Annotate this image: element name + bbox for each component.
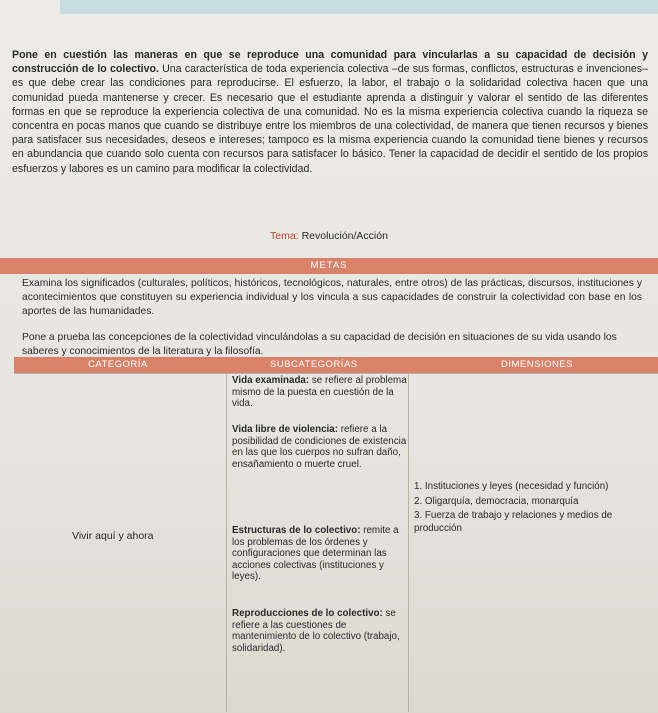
subcategory-text: se refiere al problema mismo de la puesta en cuestión de la vida.	[232, 375, 407, 410]
category-cell: Vivir aquí y ahora	[72, 530, 154, 542]
tema-value: Revolución/Acción	[301, 230, 388, 242]
subcategory-title: Vida libre de violencia:	[232, 424, 338, 435]
header-dimensions: DIMENSIONES	[501, 359, 574, 370]
subcategory-item	[232, 424, 408, 470]
subcategory-item	[232, 608, 408, 654]
tema-line	[0, 230, 658, 242]
subcategory-title: Estructuras de lo colectivo:	[232, 525, 361, 536]
dimension-item: 3. Fuerza de trabajo y relaciones y medios de producción	[414, 510, 613, 534]
subcategory-item	[232, 375, 408, 410]
intro-paragraph	[12, 48, 648, 176]
subcategory-text: remite a los problemas de los órdenes y configuraciones que determinan las acciones colectivas (instituciones y leyes).	[232, 525, 399, 583]
meta-item-1: Examina los significados (culturales, políticos, históricos, tecnológicos, naturales, entre otros) de las prácticas, discursos, instituciones y acontecimientos que constituyen su experiencia individual y los vincula a sus capacidades de construir la colectividad con base en los aportes de las humanidades.	[22, 278, 642, 317]
header-subcategories: SUBCATEGORÍAS	[270, 359, 358, 370]
subcategory-item	[232, 525, 408, 583]
subcategory-text: refiere a la posibilidad de condiciones de existencia en las que los cuerpos no sufran daño, ensañamiento o muerte cruel.	[232, 424, 407, 470]
subcategory-title: Reproducciones de lo colectivo:	[232, 608, 383, 619]
meta-item-2: Pone a prueba las concepciones de la colectividad vinculándolas a su capacidad de decisión en situaciones de su vida usando los saberes y conocimientos de la literatura y la filosofía.	[22, 332, 617, 357]
header-category: CATEGORÍA	[88, 359, 148, 370]
table-header-row	[14, 357, 658, 373]
tema-label: Tema:	[270, 230, 299, 242]
dimensions-cell	[414, 481, 650, 537]
subcategory-text: se refiere a las cuestiones de mantenimiento de lo colectivo (trabajo, solidaridad).	[232, 608, 400, 654]
dimension-item: 1. Instituciones y leyes (necesidad y función)	[414, 481, 609, 492]
column-divider-2	[408, 373, 409, 712]
intro-body-text: Una característica de toda experiencia colectiva –de sus formas, conflictos, estructuras e invenciones– es que debe crear las condiciones para reproducirse. El esfuerzo, la labor, el trabajo o la solidaridad colectiva hacen que una comunidad pueda mantenerse y crecer. Es necesario que el estudiante aprenda a distinguir y valorar el sentido de las diferentes formas en que se reproduce la experiencia colectiva de una comunidad. No es la misma experiencia colectiva cuando la riqueza se concentra en pocas manos que cuando se distribuye entre los miembros de una colectividad, de manera que tienen recursos y bienes para satisfacer sus necesidades, deseos e intereses; tampoco es la misma experiencia cuando la comunidad tiene bienes y recursos en abundancia que cuando solo cuenta con recursos para satisfacer lo básico. Tener la capacidad de decidir el sentido de los propios esfuerzos y labores es un camino para modificar la colectividad.	[12, 63, 648, 175]
metas-header: METAS	[0, 258, 658, 274]
column-divider-1	[226, 373, 227, 712]
dimension-item: 2. Oligarquía, democracia, monarquía	[414, 495, 579, 507]
intro-bold-statement: Pone en cuestión las maneras en que se reproduce una comunidad para vincularlas a su capacidad de decisión y construcción de lo colectivo.	[12, 49, 648, 76]
top-color-strip	[60, 0, 658, 14]
subcategory-title: Vida examinada:	[232, 375, 310, 386]
